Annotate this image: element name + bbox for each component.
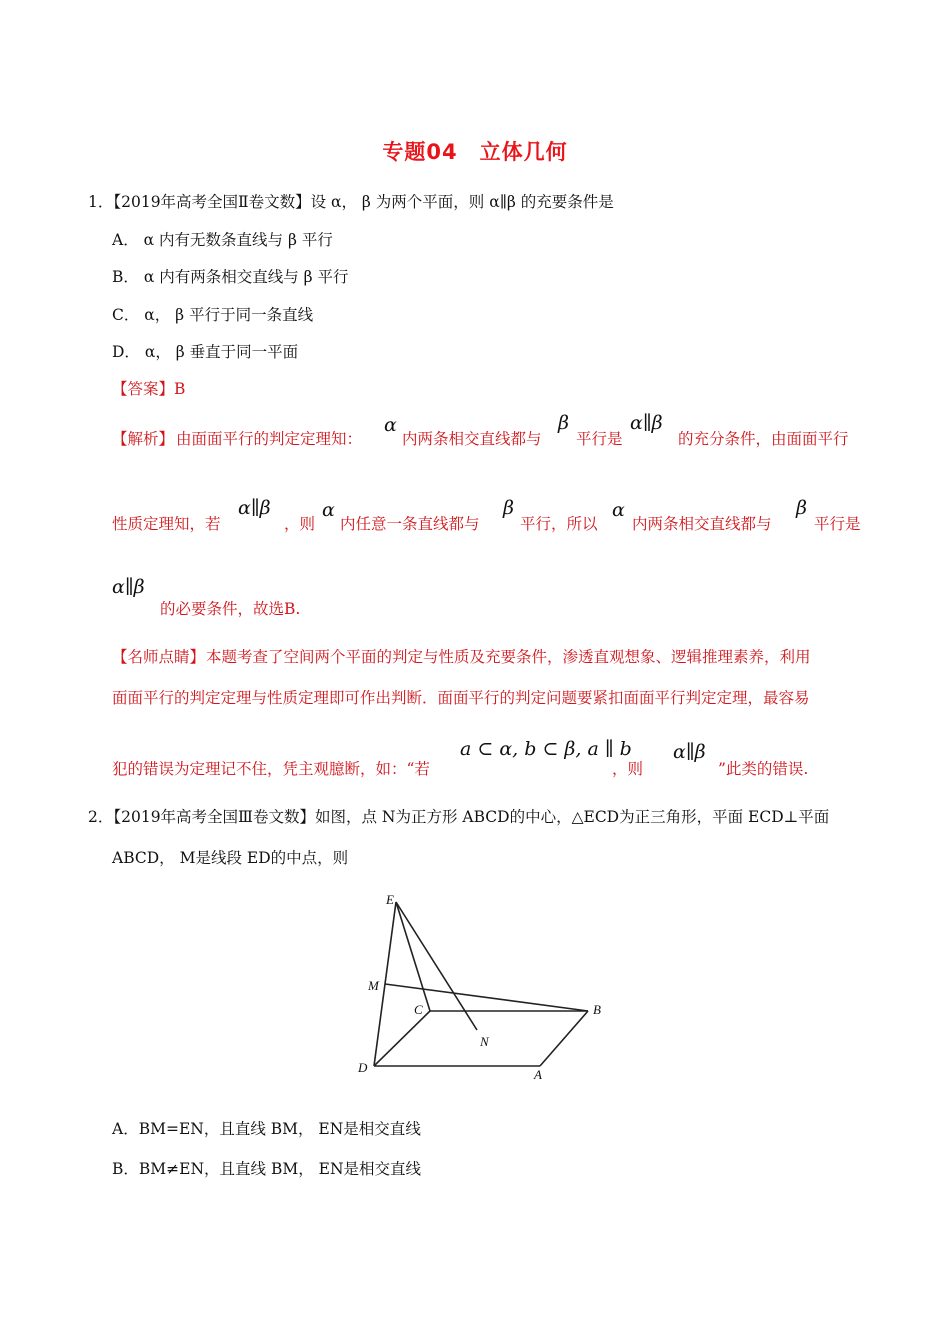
q1-analysis-text: 性质定理知，若 (112, 515, 221, 533)
q1-option-b: B． α 内有两条相交直线与 β 平行 (112, 268, 349, 286)
edge-EC (396, 902, 430, 1011)
q1-comment-text: ，则 (612, 760, 644, 778)
q2-option-a: A．BM=EN，且直线 BM， EN是相交直线 (112, 1120, 421, 1138)
q1-analysis-text: 内任意一条直线都与 (340, 515, 480, 533)
q1-analysis-text: 内两条相交直线都与 (632, 515, 772, 533)
q1-analysis-text: 内两条相交直线都与 (402, 430, 542, 448)
math-alpha-parallel-beta: α∥β (112, 576, 145, 598)
q1-analysis-text: 平行是 (814, 515, 861, 533)
geometry-figure (352, 890, 612, 1080)
q1-option-d: D． α， β 垂直于同一平面 (112, 343, 299, 361)
q1-analysis-text: 平行是 (576, 430, 623, 448)
q1-comment-text: 犯的错误为定理记不住，凭主观臆断，如：“若 (112, 760, 430, 778)
label-B: B (593, 1002, 601, 1017)
q1-option-a: A． α 内有无数条直线与 β 平行 (112, 231, 333, 249)
q1-analysis-text: 的必要条件，故选B. (160, 600, 301, 618)
question-1-stem: 1．【2019年高考全国Ⅱ卷文数】设 α， β 为两个平面，则 α∥β 的充要条件是 (88, 193, 614, 211)
q1-comment-text: ”此类的错误. (718, 760, 809, 778)
label-E: E (386, 892, 394, 907)
edge-AB (540, 1011, 588, 1066)
q1-analysis-text: 由面面平行的判定定理知： (176, 430, 363, 448)
q1-analysis-text: 平行，所以 (520, 515, 598, 533)
math-alpha: α (612, 499, 625, 521)
q1-comment-text: 本题考查了空间两个平面的判定与性质及充要条件，渗透直观想象、逻辑推理素养，利用 (206, 648, 811, 666)
edge-CD (374, 1011, 430, 1066)
q1-analysis-tag: 【解析】 (112, 430, 175, 448)
q2-option-b: B．BM≠EN，且直线 BM， EN是相交直线 (112, 1160, 422, 1178)
math-alpha-parallel-beta: α∥β (630, 412, 663, 434)
label-A: A (534, 1067, 542, 1080)
math-alpha-parallel-beta: α∥β (238, 497, 271, 519)
q1-analysis-text: ，则 (284, 515, 316, 533)
label-C: C (414, 1002, 423, 1017)
label-D: D (358, 1060, 368, 1075)
label-N: N (480, 1034, 489, 1049)
math-alpha-parallel-beta: α∥β (673, 741, 706, 763)
math-beta: β (796, 497, 807, 519)
page-title: 专题04 立体几何 (382, 140, 568, 164)
math-formula: a ⊂ α, b ⊂ β, a ∥ b (460, 738, 632, 760)
q1-comment-tag: 【名师点睛】 (112, 648, 206, 666)
math-beta: β (558, 412, 569, 434)
q1-comment-text: 面面平行的判定定理与性质定理即可作出判断．面面平行的判定问题要紧扣面面平行判定定理，最容易 (112, 689, 810, 707)
math-alpha: α (384, 414, 397, 436)
q1-answer: 【答案】B (112, 380, 186, 398)
math-beta: β (503, 497, 514, 519)
math-alpha: α (322, 499, 335, 521)
label-M: M (368, 978, 379, 993)
q1-analysis-text: 的充分条件，由面面平行 (678, 430, 849, 448)
question-2-stem: ABCD， M是线段 ED的中点，则 (112, 849, 349, 867)
q1-option-c: C． α， β 平行于同一条直线 (112, 306, 314, 324)
question-2-stem: 2．【2019年高考全国Ⅲ卷文数】如图，点 N为正方形 ABCD的中心，△ECD为正三角形，平面 ECD⊥平面 (88, 808, 830, 826)
